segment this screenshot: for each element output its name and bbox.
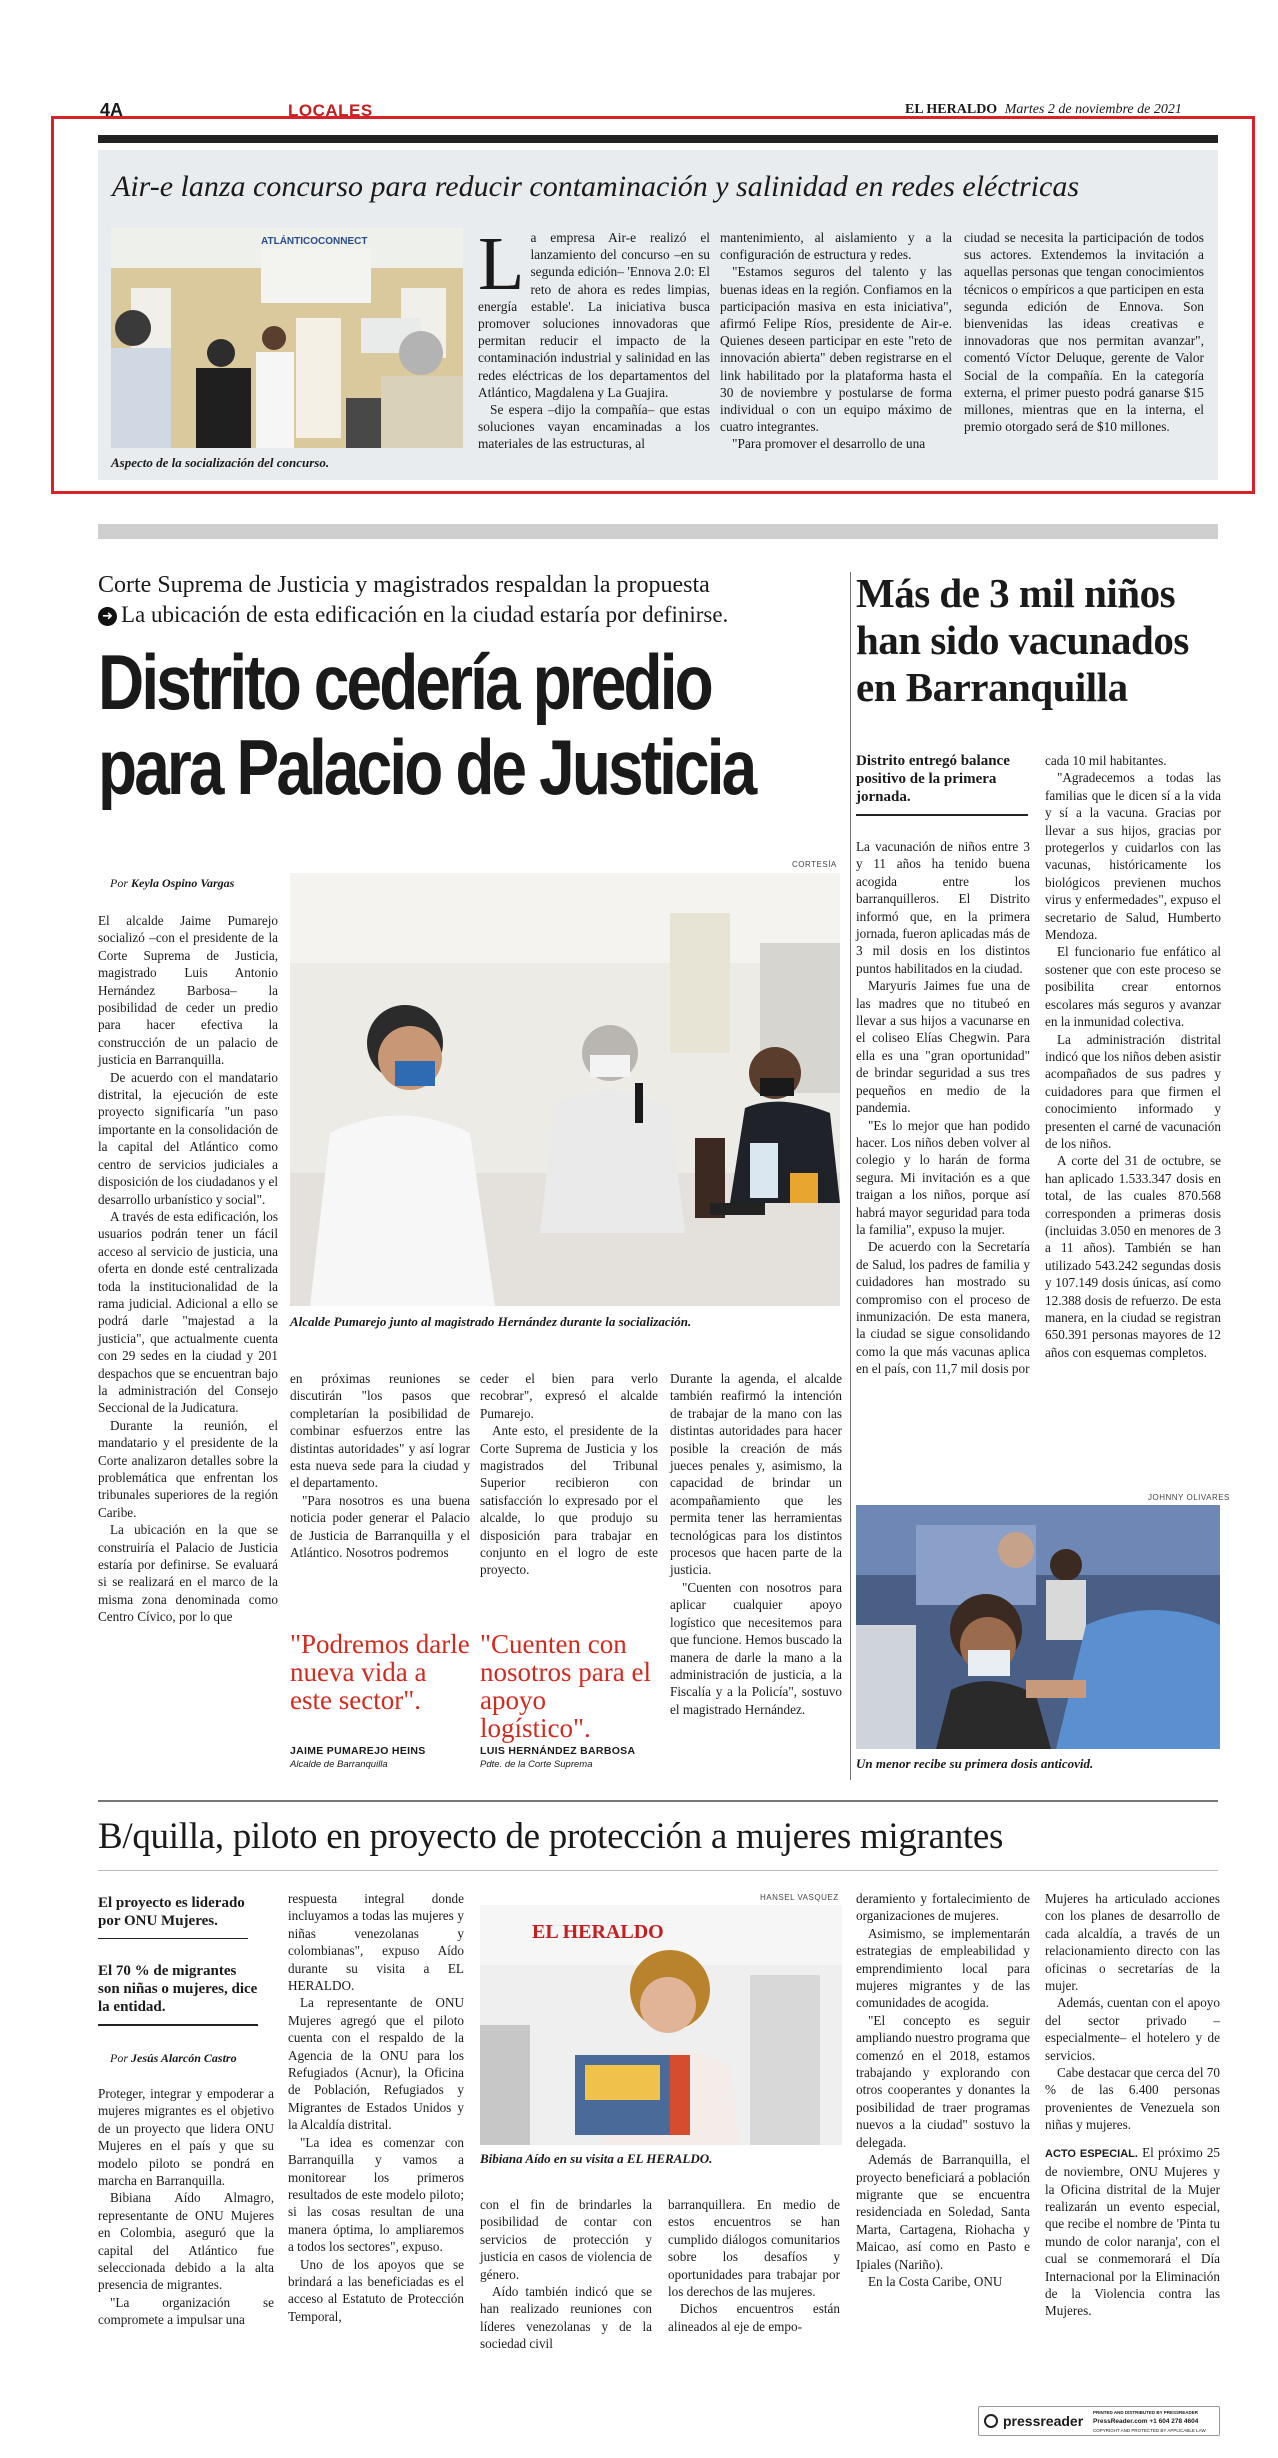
- paragraph: Durante la agenda, el alcalde también reafirmó la intención de trabajar de la mano con las distintas autoridades para hacer posible la creación de más jueces penales y, asimismo, la capacidad de brindar un acompañamiento que les permita tener las herramientas tecnológicas para los distintos procesos que hacen parte de la justicia.: [670, 1371, 842, 1578]
- migrants-summary-2: El 70 % de migrantes son niñas o mujeres, dice la entidad.: [98, 1962, 258, 2026]
- paragraph: El alcalde Jaime Pumarejo socializó –con el presidente de la Corte Suprema de Justicia, magistrado Luis Antonio Hernández Barbosa– la posibilidad de ceder un predio para hacer efectiva la construcción de un palacio de justicia en Barranquilla.: [98, 913, 278, 1068]
- justice-col-2: [290, 1370, 470, 1561]
- migrants-col-5: [856, 1890, 1030, 2290]
- air-e-photo-sign: ATLÁNTICOCONNECT: [261, 236, 368, 247]
- justice-subkicker: ➜ La ubicación de esta edificación en la ciudad estaría por definirse.: [98, 602, 728, 628]
- paragraph: Dichos encuentros están alineados al eje de empo-: [668, 2301, 840, 2334]
- air-e-col-1: [478, 222, 710, 453]
- air-e-headline: Air-e lanza concurso para reducir contaminación y salinidad en redes eléctricas: [112, 170, 1080, 203]
- paragraph: De acuerdo con el mandatario distrital, la ejecución de este proyecto significaría "un paso importante en la consolidación de la capital del Atlántico como centro de servicios judiciales a disposición de los ciudadanos y el desarrollo urbanístico y social".: [98, 1069, 278, 1207]
- migrants-photo-sign: EL HERALDO: [532, 1921, 664, 1943]
- paragraph: deramiento y fortalecimiento de organizaciones de mujeres.: [856, 1891, 1030, 1924]
- migrants-photo-credit: HANSEL VASQUEZ: [760, 1893, 839, 1902]
- paragraph: en próximas reuniones se discutirán "los pasos que completarían la posibilidad de combinar esfuerzos entre las distintas autoridades" y así lograr esta nueva sede para la ciudad y el departamento.: [290, 1371, 470, 1491]
- air-e-caption: Aspecto de la socialización del concurso.: [111, 455, 330, 470]
- paragraph: "Estamos seguros del talento y las buenas ideas en la región. Confiamos en la participación masiva en esta iniciativa", afirmó Felipe Ríos, presidente de Air-e. Quienes deseen participar en este "reto de innovación abierta" deben registrarse en el link habilitado por la plataforma hasta el 30 de noviembre y postularse de forma individual o con un equipo máximo de cuatro integrantes.: [720, 264, 952, 435]
- paragraph: Ante esto, el presidente de la Corte Suprema de Justicia y los magistrados del Tribunal Superior recibieron con satisfacción lo expresado por el alcalde, lo que produjo su disposición para trabajar en conjunto en el logro de este proyecto.: [480, 1423, 658, 1578]
- paragraph: cada 10 mil habitantes.: [1045, 753, 1167, 768]
- paragraph: A corte del 31 de octubre, se han aplicado 1.533.347 dosis en total, de las cuales 870.568 corresponden a primeras dosis (incluidas 3.050 en menores de 3 a 11 años). También se han utilizado 543.242 segundas dosis y 107.149 dosis únicas, así como 12.388 dosis de refuerzo. De esta manera, en la ciudad se registran 650.391 personas mayores de 12 años con esquemas completos.: [1045, 1153, 1221, 1360]
- vaccine-photo: [856, 1505, 1220, 1749]
- vaccine-headline: Más de 3 mil niños han sido vacunados en Barranquilla: [856, 570, 1189, 710]
- dropcap: L: [478, 222, 525, 306]
- pressreader-notice-3: COPYRIGHT AND PROTECTED BY APPLICABLE LAW: [1093, 2428, 1206, 2433]
- migrants-headline: B/quilla, piloto en proyecto de protección a mujeres migrantes: [98, 1816, 1004, 1857]
- pressreader-icon: [984, 2414, 998, 2428]
- migrants-byline: Por Jesús Alarcón Castro: [110, 2051, 237, 2065]
- publication-date: Martes 2 de noviembre de 2021: [1004, 102, 1182, 117]
- air-e-col-3: [964, 229, 1204, 435]
- vaccine-col-2: [1045, 752, 1221, 1361]
- paragraph: Además, cuentan con el apoyo del sector privado –especialmente– el hotelero y de servicios.: [1045, 1995, 1220, 2063]
- paragraph: Uno de los apoyos que se brindará a las beneficiadas es el acceso al Estatuto de Protección Temporal,: [288, 2256, 464, 2324]
- paragraph: con el fin de brindarles la posibilidad de contar con servicios de protección y justicia en casos de violencia de género.: [480, 2197, 652, 2282]
- paragraph: barranquillera. En medio de estos encuentros se han cumplido diálogos comunitarios sobre los desafíos y oportunidades para trabajar por los derechos de las mujeres.: [668, 2197, 840, 2300]
- migrants-caption: Bibiana Aído en su visita a EL HERALDO.: [480, 2151, 713, 2166]
- paragraph: "Para nosotros es una buena noticia poder generar el Palacio de Justicia de Barranquilla y el Atlántico. Nosotros podremos: [290, 1492, 470, 1561]
- paragraph: "Es lo mejor que han podido hacer. Los niños deben volver al colegio y lo harán de forma segura. Mi invitación es a que traigan a los niños, porque así habrá mayor seguridad para toda la familia", expuso la mujer.: [856, 1117, 1030, 1237]
- air-e-col-2: [720, 229, 952, 453]
- paragraph: Se espera –dijo la compañía– que estas soluciones vayan encaminadas a los materiales de las estructuras, al: [478, 402, 710, 452]
- migrants-col-6: [1045, 1890, 1220, 2320]
- section-divider: [98, 524, 1218, 539]
- paragraph: Asimismo, se implementarán estrategias de empleabilidad y emprendimiento local para mujeres migrantes y de las comunidades de acogida.: [856, 1925, 1030, 2011]
- justice-photo-credit: CORTESÍA: [792, 860, 837, 869]
- page-number: 4A: [100, 100, 124, 120]
- justice-photo: [290, 873, 840, 1306]
- justice-byline: Por Keyla Ospino Vargas: [110, 876, 235, 890]
- hernandez-quote-role: Pdte. de la Corte Suprema: [480, 1759, 593, 1770]
- hernandez-quote: "Cuenten con nosotros para el apoyo logístico".: [480, 1629, 651, 1743]
- paragraph: A través de esta edificación, los usuarios podrán tener un fácil acceso al servicio de justicia, una oferta en donde esté centralizada toda la institucionalidad de la rama judicial. Adicional a ello se podrá darle "majestad a la justicia", que actualmente cuenta con 29 sedes en la ciudad y 201 despachos que se encuentran bajo la administración del Consejo Seccional de la Judicatura.: [98, 1208, 278, 1416]
- special-event-paragraph: ACTO ESPECIAL. El próximo 25 de noviembre, ONU Mujeres y la Oficina distrital de la Mujer realizarán un evento especial, que recibe el nombre de 'Pinta tu mundo de color naranja', con el cual se conmemorará el Día Internacional por la Eliminación de la Violencia contra las Mujeres.: [1045, 2144, 1221, 2319]
- publication-title: EL HERALDO: [905, 102, 998, 117]
- paragraph: En la Costa Caribe, ONU: [868, 2273, 1003, 2289]
- paragraph: La ubicación en la que se construiría el Palacio de Justicia estaría por definirse. Se evaluará si se realizará en el marco de la misma zona denominada como Centro Cívico, por lo que: [98, 1522, 278, 1625]
- paragraph: ceder el bien para verlo recobrar", expresó el alcalde Pumarejo.: [480, 1371, 658, 1421]
- paragraph: Maryuris Jaimes fue una de las madres que no titubeó en llevar a sus hijos a vacunarse en el coliseo Elías Chegwin. Para ella es una "gran oportunidad" de brindar seguridad a sus tres pequeños en medio de la pandemia.: [856, 978, 1030, 1116]
- paragraph: Durante la reunión, el mandatario y el presidente de la Corte analizaron detalles sobre la problemática que enfrentan los tribunales superiores de la región Caribe.: [98, 1417, 278, 1520]
- hernandez-quote-name: LUIS HERNÁNDEZ BARBOSA: [480, 1745, 636, 1757]
- paragraph: mantenimiento, al aislamiento y a la configuración de estructura y redes.: [720, 230, 952, 263]
- top-thick-rule: [98, 135, 1218, 143]
- paragraph: Mujeres ha articulado acciones con los planes de desarrollo de cada alcaldía, a través de un relacionamiento directo con las oficinas o secretarías de la mujer.: [1045, 1891, 1220, 1994]
- column-divider: [850, 572, 851, 1780]
- paragraph: ciudad se necesita la participación de todos sus actores. Extendemos la invitación a aquellas personas que tengan conocimientos técnicos o empíricos a que participen en esta segunda edición de Ennova. Son bienvenidas las ideas creativas e innovadoras que nos permitan avanzar", comentó Víctor Deluque, gerente de Valor Social de la compañía. En la categoría externa, el primer puesto podrá ganarse $15 millones, mientras que en la interna, el premio otorgado será de $10 millones.: [964, 230, 1204, 435]
- paragraph: "Para promover el desarrollo de una: [732, 436, 926, 452]
- paragraph: Cabe destacar que cerca del 70 % de las 6.400 personas provenientes de Venezuela son niñas y mujeres.: [1045, 2065, 1220, 2133]
- migrants-col-4: [668, 2196, 840, 2335]
- arrow-circle-icon: ➜: [98, 607, 117, 626]
- air-e-photo: [111, 228, 463, 448]
- justice-headline-2: para Palacio de Justicia: [98, 723, 755, 811]
- pressreader-notice-2: PressReader.com +1 604 278 4604: [1093, 2418, 1199, 2425]
- vaccine-col-1: [856, 838, 1030, 1378]
- vaccine-summary: Distrito entregó balance positivo de la primera jornada.: [856, 752, 1028, 816]
- paragraph: "La organización se compromete a impulsar una: [98, 2294, 274, 2328]
- paragraph: De acuerdo con la Secretaría de Salud, los padres de familia y cuidadores han mostrado su compromiso con el proceso de inmunización. De esta manera, la ciudad se sigue consolidando como la que más vacunas aplica en el país, con 11,7 mil dosis por: [856, 1239, 1030, 1377]
- justice-kicker: Corte Suprema de Justicia y magistrados respaldan la propuesta: [98, 572, 710, 598]
- paragraph: Además de Barranquilla, el proyecto beneficiará a población migrante que se encuentra residenciada en Soledad, Santa Marta, Cartagena, Riohacha y Maicao, así como en Pasto e Ipiales (Nariño).: [856, 2152, 1030, 2272]
- pumarejo-quote-name: JAIME PUMAREJO HEINS: [290, 1745, 426, 1757]
- migrants-col-1: [98, 2085, 274, 2329]
- vaccine-caption: Un menor recibe su primera dosis anticovid.: [856, 1756, 1094, 1771]
- migrants-headline-rule: [98, 1870, 1218, 1871]
- migrants-top-rule: [98, 1800, 1218, 1802]
- air-e-lead: La empresa Air-e realizó el lanzamiento del concurso –en su segunda edición– 'Ennova 2.0: El reto de ahora es redes limpias, energía estable'. La iniciativa busca promover soluciones innovadoras que permitan reducir el impacto de la contaminación industrial y salinidad en las redes eléctricas de los departamentos del Atlántico, Magdalena y La Guajira.: [478, 222, 710, 400]
- paragraph: "Agradecemos a todas las familias que le dicen sí a la vida y sí a la vacuna. Gracias por llevar a sus hijos, gracias por protegerlos y cuidarlos con las vacunas, históricamente los biológicos previenen muchos virus y enfermedades", expuso el secretario de Salud, Humberto Mendoza.: [1045, 770, 1221, 943]
- pressreader-badge[interactable]: [978, 2406, 1220, 2436]
- pressreader-logo: pressreader: [1003, 2413, 1084, 2429]
- pumarejo-quote-role: Alcalde de Barranquilla: [290, 1759, 388, 1770]
- paragraph: Aído también indicó que se han realizado reuniones con líderes venezolanas y de la sociedad civil: [480, 2284, 652, 2352]
- paragraph: La administración distrital indicó que los niños deben asistir acompañados de sus padres y cuidadores para que firmen el conocimiento informado y presenten el carné de vacunación de los niños.: [1045, 1031, 1221, 1151]
- special-event-label: ACTO ESPECIAL.: [1045, 2147, 1138, 2160]
- migrants-col-2: [288, 1890, 464, 2325]
- migrants-photo: [480, 1905, 842, 2145]
- paragraph: Proteger, integrar y empoderar a mujeres migrantes es el objetivo de un proyecto que lidera ONU Mujeres en el país y que su modelo piloto se pondrá en marcha en Barranquilla.: [98, 2086, 274, 2189]
- justice-col-4: [670, 1370, 842, 1718]
- paragraph: respuesta integral donde incluyamos a todas las mujeres y niñas venezolanas y colombianas", expuso Aído durante su visita a EL HERALDO.: [288, 1891, 464, 1994]
- section-label: LOCALES: [288, 101, 373, 120]
- paragraph: "El concepto es seguir ampliando nuestro programa que comenzó en el 2018, estamos trabajando y explorando con otros cooperantes y donantes la posibilidad de traer programas nuevos a la ciudad" sostuvo la delegada.: [856, 2012, 1030, 2150]
- paragraph: El funcionario fue enfático al sostener que con este proceso se posibilita crear entornos escolares más seguros y avanzar en la inmunidad colectiva.: [1045, 944, 1221, 1030]
- paragraph: La representante de ONU Mujeres agregó que el piloto cuenta con el respaldo de la Agencia de la ONU para los Refugiados (Acnur), la Oficina de Población, Refugiados y Migrantes de Estados Unidos y la Alcaldía distrital.: [288, 1995, 464, 2133]
- paragraph: "Cuenten con nosotros para aplicar cualquier apoyo logístico que necesitemos para que funcione. Hemos buscado la manera de darle la mano a la administración de justicia, a la Fiscalía y a la Policía", sostuvo el magistrado Hernández.: [670, 1579, 842, 1717]
- justice-col-3: [480, 1370, 658, 1579]
- pumarejo-quote: "Podremos darle nueva vida a este sector".: [290, 1629, 470, 1715]
- paragraph: La vacunación de niños entre 3 y 11 años ha tenido buena acogida entre los barranquilleros. El Distrito informó que, en la primera jornada, fueron aplicadas más de 3 mil dosis en los distintos puntos habilitados en la ciudad.: [856, 839, 1030, 976]
- vaccine-photo-credit: JOHNNY OLIVARES: [1148, 1493, 1230, 1502]
- migrants-summary-1: El proyecto es liderado por ONU Mujeres.: [98, 1894, 248, 1939]
- justice-caption: Alcalde Pumarejo junto al magistrado Hernández durante la socialización.: [290, 1314, 692, 1329]
- paragraph: Bibiana Aído Almagro, representante de ONU Mujeres en Colombia, aseguró que la capital del Atlántico fue seleccionada debido a la alta presencia de migrantes.: [98, 2190, 274, 2293]
- paragraph: "La idea es comenzar con Barranquilla y vamos a monitorear los primeros resultados de este modelo piloto; si las cosas resultan de una manera óptima, lo ampliaremos a todos los sectores", expuso.: [288, 2134, 464, 2255]
- migrants-col-3: [480, 2196, 652, 2353]
- justice-col-1: [98, 912, 278, 1626]
- justice-headline-1: Distrito cedería predio: [98, 638, 711, 726]
- pressreader-notice-1: PRINTED AND DISTRIBUTED BY PRESSREADER: [1093, 2410, 1199, 2415]
